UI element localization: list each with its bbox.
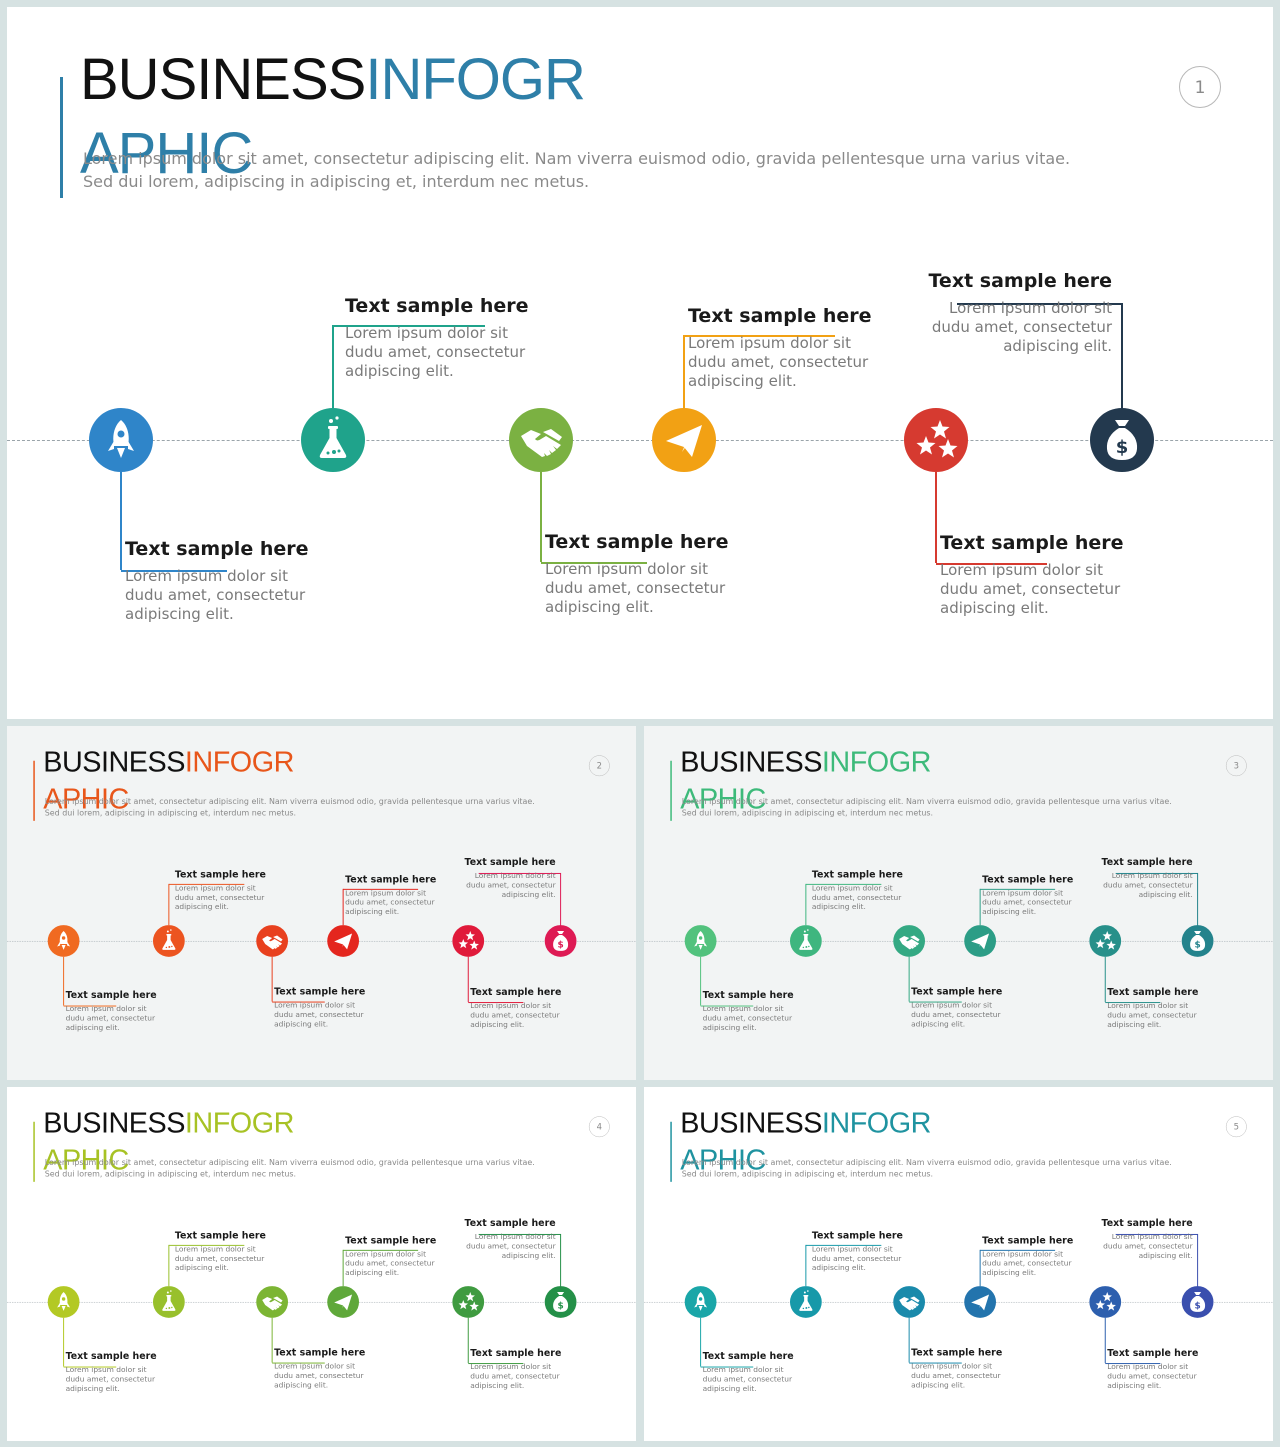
slide-subtitle: Lorem ipsum dolor sit amet, consectetur adipiscing elit. Nam viverra euismod odio, gravida pellentesque urna varius vitae. Sed dui lorem, adipiscing in adipiscing et, interdum nec metus. [44,796,535,818]
connector-vertical [343,889,344,925]
slide-2-thumbnail[interactable] [7,726,636,1080]
title-word-business: BUSINESS [43,1106,185,1140]
paper-plane-icon [327,925,359,957]
title-word-business: BUSINESS [680,1106,822,1140]
connector-vertical [935,472,937,563]
step-heading: Text sample here [940,532,1124,554]
connector-vertical [980,1250,981,1286]
step-text-block [1107,986,1201,1029]
step-icon-circle[interactable] [1182,1286,1214,1318]
step-heading: Text sample here [702,1350,794,1362]
step-description: Lorem ipsum dolor sit dudu amet, consectetur adipiscing elit. [125,567,306,623]
page-number-badge: 3 [1226,755,1247,776]
stars-icon [1089,925,1121,957]
step-description: Lorem ipsum dolor sit dudu amet, consectetur adipiscing elit. [1107,1001,1197,1029]
stars-icon [1089,1286,1121,1318]
connector-vertical [805,1245,806,1286]
step-text-block [688,304,878,391]
step-icon-circle[interactable] [153,1286,185,1318]
step-heading: Text sample here [982,873,1074,885]
step-text-block [345,873,439,916]
stars-icon [452,925,484,957]
step-icon-circle[interactable] [89,408,153,472]
step-text-block [911,986,1005,1029]
slide-1[interactable] [7,7,1273,719]
connector-vertical [909,957,910,1002]
slide-5-thumbnail[interactable] [644,1087,1273,1441]
step-icon-circle[interactable] [1089,925,1121,957]
step-description: Lorem ipsum dolor sit dudu amet, consectetur adipiscing elit. [65,1365,156,1393]
step-description: Lorem ipsum dolor sit dudu amet, consectetur adipiscing elit. [545,560,726,616]
money-bag-icon [1182,1286,1214,1318]
step-heading: Text sample here [811,868,903,880]
handshake-icon [256,1286,288,1318]
step-text-block [1098,1217,1192,1260]
handshake-icon [256,925,288,957]
step-description: Lorem ipsum dolor sit dudu amet, consectetur adipiscing elit. [982,1249,1072,1278]
connector-vertical [1105,1318,1106,1363]
step-text-block [1107,1347,1201,1390]
step-heading: Text sample here [470,986,562,998]
step-description: Lorem ipsum dolor sit dudu amet, consectetur adipiscing elit. [911,1000,1001,1029]
slide-content [644,1087,1273,1441]
title-word-infographic: INFOGRAPHIC [43,1106,294,1176]
step-heading: Text sample here [1101,1217,1193,1229]
step-text-block [982,1234,1076,1277]
step-description: Lorem ipsum dolor sit dudu amet, consectetur adipiscing elit. [274,1361,364,1390]
step-description: Lorem ipsum dolor sit dudu amet, consectetur adipiscing elit. [274,1000,364,1029]
stars-icon [452,1286,484,1318]
slide-content [7,7,1273,719]
svg-text:$: $ [1194,1301,1201,1312]
paper-plane-icon [964,1286,996,1318]
slide-content [7,726,636,1080]
step-heading: Text sample here [174,1229,266,1241]
paper-plane-icon [964,925,996,957]
svg-text:$: $ [557,940,564,951]
step-description: Lorem ipsum dolor sit dudu amet, consectetur adipiscing elit. [1103,1231,1193,1260]
connector-vertical [700,957,701,1006]
step-text-block [470,986,564,1029]
connector-vertical [1197,873,1198,926]
step-description: Lorem ipsum dolor sit dudu amet, consectetur adipiscing elit. [466,1231,556,1260]
money-bag-icon [1182,925,1214,957]
step-heading: Text sample here [345,1234,437,1246]
title-word-infographic: INFOGRAPHIC [680,745,931,815]
step-heading: Text sample here [911,1347,1003,1359]
step-text-block [461,1217,555,1260]
step-text-block [703,989,797,1032]
connector-vertical [980,889,981,925]
step-description: Lorem ipsum dolor sit dudu amet, consectetur adipiscing elit. [345,888,435,917]
step-description: Lorem ipsum dolor sit dudu amet, consectetur adipiscing elit. [940,561,1121,617]
step-icon-circle[interactable] [327,1286,359,1318]
step-icon-circle[interactable] [545,925,577,957]
svg-text:$: $ [557,1301,564,1312]
connector-vertical [272,1318,273,1363]
step-description: Lorem ipsum dolor sit dudu amet, consectetur adipiscing elit. [702,1004,793,1032]
step-icon-circle[interactable] [893,925,925,957]
step-description: Lorem ipsum dolor sit dudu amet, consectetur adipiscing elit. [1103,870,1193,899]
rocket-icon [685,925,717,957]
page-number-badge: 4 [589,1116,610,1137]
step-heading: Text sample here [928,270,1112,292]
step-icon-circle[interactable] [256,1286,288,1318]
step-description: Lorem ipsum dolor sit dudu amet, consectetur adipiscing elit. [702,1365,793,1393]
step-description: Lorem ipsum dolor sit dudu amet, consectetur adipiscing elit. [174,883,265,912]
step-description: Lorem ipsum dolor sit dudu amet, consectetur adipiscing elit. [345,324,526,380]
connector-vertical [168,1245,169,1286]
step-icon-circle[interactable] [652,408,716,472]
money-bag-icon [545,925,577,957]
step-icon-circle[interactable] [545,1286,577,1318]
step-icon-circle[interactable] [327,925,359,957]
slide-subtitle: Lorem ipsum dolor sit amet, consectetur adipiscing elit. Nam viverra euismod odio, gravida pellentesque urna varius vitae. Sed dui lorem, adipiscing in adipiscing et, interdum nec metus. [681,1157,1172,1179]
step-icon-circle[interactable] [964,1286,996,1318]
page-number-badge: 2 [589,755,610,776]
step-description: Lorem ipsum dolor sit dudu amet, consectetur adipiscing elit. [470,1362,560,1390]
step-heading: Text sample here [274,1347,366,1359]
step-heading: Text sample here [702,989,794,1001]
paper-plane-icon [652,408,716,472]
step-text-block [66,989,160,1032]
slide-content [7,1087,636,1441]
flask-icon [153,925,185,957]
step-icon-circle[interactable] [509,408,573,472]
step-description: Lorem ipsum dolor sit dudu amet, consectetur adipiscing elit. [811,883,902,912]
connector-vertical [272,957,273,1002]
step-description: Lorem ipsum dolor sit dudu amet, consectetur adipiscing elit. [982,888,1072,917]
step-description: Lorem ipsum dolor sit dudu amet, consectetur adipiscing elit. [688,334,869,390]
step-text-block [812,868,906,911]
step-icon-circle[interactable] [301,408,365,472]
step-icon-circle[interactable] [256,925,288,957]
step-description: Lorem ipsum dolor sit dudu amet, consectetur adipiscing elit. [470,1001,560,1029]
title-word-business: BUSINESS [80,47,366,112]
step-icon-circle[interactable] [1182,925,1214,957]
step-text-block [982,873,1076,916]
timeline-dashed-line [7,440,1273,441]
title-accent-bar [33,761,34,821]
svg-text:$: $ [1194,940,1201,951]
rocket-icon [48,925,80,957]
title-word-infographic: INFOGRAPHIC [680,1106,931,1176]
step-heading: Text sample here [65,1350,157,1362]
title-accent-bar [33,1122,34,1182]
connector-vertical [63,1318,64,1367]
connector-vertical [168,884,169,925]
connector-vertical [805,884,806,925]
step-text-block [470,1347,564,1390]
step-icon-circle[interactable] [1090,408,1154,472]
step-icon-circle[interactable] [48,925,80,957]
title-accent-bar [60,77,63,198]
step-text-block [274,986,368,1029]
step-description: Lorem ipsum dolor sit dudu amet, consectetur adipiscing elit. [931,299,1112,355]
step-heading: Text sample here [464,1217,556,1229]
connector-vertical [1197,1234,1198,1287]
title-word-infographic: INFOGRAPHIC [80,47,585,186]
connector-vertical [560,873,561,926]
step-text-block [703,1350,797,1393]
step-heading: Text sample here [811,1229,903,1241]
step-heading: Text sample here [545,531,729,553]
step-description: Lorem ipsum dolor sit dudu amet, consectetur adipiscing elit. [811,1244,902,1273]
money-bag-icon [1090,408,1154,472]
step-description: Lorem ipsum dolor sit dudu amet, consectetur adipiscing elit. [65,1004,156,1032]
step-text-block [345,294,535,381]
handshake-icon [893,925,925,957]
step-icon-circle[interactable] [685,1286,717,1318]
step-icon-circle[interactable] [452,1286,484,1318]
step-text-block [812,1229,906,1272]
step-heading: Text sample here [982,1234,1074,1246]
step-text-block [274,1347,368,1390]
step-heading: Text sample here [470,1347,562,1359]
flask-icon [790,1286,822,1318]
step-heading: Text sample here [174,868,266,880]
step-icon-circle[interactable] [893,1286,925,1318]
step-heading: Text sample here [1101,856,1193,868]
paper-plane-icon [327,1286,359,1318]
step-text-block [66,1350,160,1393]
slide-subtitle: Lorem ipsum dolor sit amet, consectetur adipiscing elit. Nam viverra euismod odio, gravida pellentesque urna varius vitae. Sed dui lorem, adipiscing in adipiscing et, interdum nec metus. [44,1157,535,1179]
step-text-block [922,269,1112,356]
step-heading: Text sample here [911,986,1003,998]
page-number-badge: 5 [1226,1116,1247,1137]
step-text-block [911,1347,1005,1390]
step-text-block [175,1229,269,1272]
step-icon-circle[interactable] [790,1286,822,1318]
rocket-icon [89,408,153,472]
step-description: Lorem ipsum dolor sit dudu amet, consectetur adipiscing elit. [345,1249,435,1278]
step-heading: Text sample here [1107,986,1199,998]
step-description: Lorem ipsum dolor sit dudu amet, consectetur adipiscing elit. [911,1361,1001,1390]
connector-vertical [63,957,64,1006]
step-icon-circle[interactable] [904,408,968,472]
step-heading: Text sample here [345,873,437,885]
step-text-block [545,530,735,617]
slide-3-thumbnail[interactable] [644,726,1273,1080]
connector-vertical [120,472,122,570]
handshake-icon [893,1286,925,1318]
connector-vertical [1121,303,1123,409]
step-heading: Text sample here [125,538,309,560]
flask-icon [301,408,365,472]
step-text-block [125,537,315,624]
rocket-icon [685,1286,717,1318]
slide-content [644,726,1273,1080]
step-heading: Text sample here [274,986,366,998]
connector-vertical [683,335,685,408]
step-heading: Text sample here [345,295,529,317]
step-text-block [461,856,555,899]
title-accent-bar [670,1122,671,1182]
step-icon-circle[interactable] [452,925,484,957]
title-accent-bar [670,761,671,821]
flask-icon [790,925,822,957]
connector-vertical [909,1318,910,1363]
connector-vertical [1105,957,1106,1002]
title-word-business: BUSINESS [43,745,185,779]
slide-subtitle: Lorem ipsum dolor sit amet, consectetur adipiscing elit. Nam viverra euismod odio, gravida pellentesque urna varius vitae. Sed dui lorem, adipiscing in adipiscing et, interdum nec metus. [83,149,1071,191]
connector-vertical [468,1318,469,1363]
step-icon-circle[interactable] [685,925,717,957]
flask-icon [153,1286,185,1318]
stars-icon [904,408,968,472]
svg-text:$: $ [1115,437,1129,458]
connector-vertical [540,472,542,562]
step-heading: Text sample here [688,305,872,327]
step-description: Lorem ipsum dolor sit dudu amet, consectetur adipiscing elit. [1107,1362,1197,1390]
title-word-infographic: INFOGRAPHIC [43,745,294,815]
money-bag-icon [545,1286,577,1318]
step-heading: Text sample here [464,856,556,868]
slide-4-thumbnail[interactable] [7,1087,636,1441]
connector-vertical [468,957,469,1002]
step-text-block [175,868,269,911]
slide-subtitle: Lorem ipsum dolor sit amet, consectetur adipiscing elit. Nam viverra euismod odio, gravida pellentesque urna varius vitae. Sed dui lorem, adipiscing in adipiscing et, interdum nec metus. [681,796,1172,818]
step-text-block [1098,856,1192,899]
page-number-badge: 1 [1179,66,1221,108]
step-description: Lorem ipsum dolor sit dudu amet, consectetur adipiscing elit. [466,870,556,899]
step-heading: Text sample here [65,989,157,1001]
handshake-icon [509,408,573,472]
title-word-business: BUSINESS [680,745,822,779]
connector-vertical [332,325,334,408]
connector-vertical [343,1250,344,1286]
step-description: Lorem ipsum dolor sit dudu amet, consectetur adipiscing elit. [174,1244,265,1273]
step-heading: Text sample here [1107,1347,1199,1359]
connector-vertical [560,1234,561,1287]
step-icon-circle[interactable] [48,1286,80,1318]
step-icon-circle[interactable] [153,925,185,957]
step-text-block [940,531,1130,618]
step-icon-circle[interactable] [1089,1286,1121,1318]
connector-vertical [700,1318,701,1367]
step-icon-circle[interactable] [790,925,822,957]
rocket-icon [48,1286,80,1318]
step-icon-circle[interactable] [964,925,996,957]
step-text-block [345,1234,439,1277]
